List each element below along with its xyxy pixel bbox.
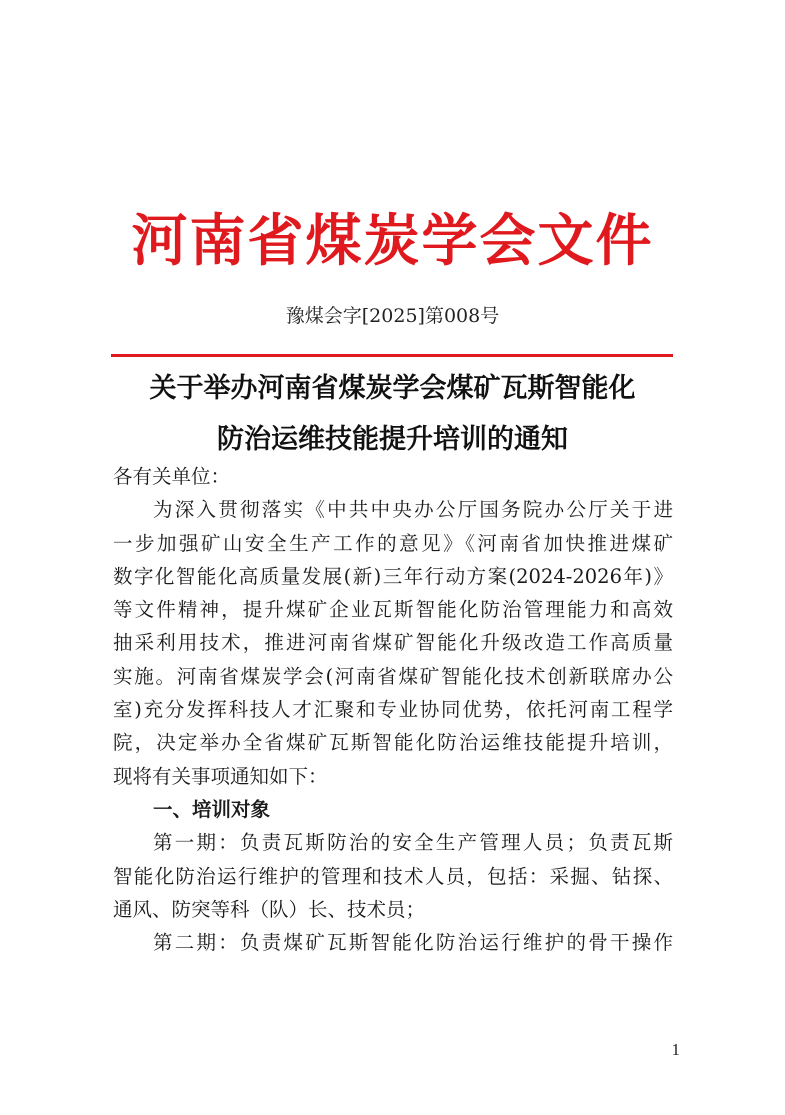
section-line: 智能化防治运行维护的管理和技术人员，包括：采掘、钻探、 <box>113 864 673 888</box>
document-number: 豫煤会字[2025]第008号 <box>285 305 500 327</box>
body-line: 数字化智能化高质量发展(新)三年行动方案(2024-2026年)》 <box>113 564 673 588</box>
body-line: 院，决定举办全省煤矿瓦斯智能化防治运维技能提升培训， <box>113 731 673 755</box>
notice-title-line-2: 防治运维技能提升培训的通知 <box>217 424 568 455</box>
section-line: 通风、防突等科（队）长、技术员； <box>113 897 426 921</box>
salutation: 各有关单位： <box>113 465 231 488</box>
notice-body <box>113 460 673 959</box>
body-line: 等文件精神，提升煤矿企业瓦斯智能化防治管理能力和高效 <box>113 598 673 622</box>
notice-title-line-1: 关于举办河南省煤炭学会煤矿瓦斯智能化 <box>149 373 636 404</box>
body-line: 现将有关事项通知如下： <box>113 764 328 788</box>
body-line: 为深入贯彻落实《中共中央办公厅国务院办公厅关于进 <box>153 498 673 522</box>
section-line: 第二期：负责煤矿瓦斯智能化防治运行维护的骨干操作 <box>153 931 673 955</box>
body-line: 抽采利用技术，推进河南省煤矿智能化升级改造工作高质量 <box>113 631 673 655</box>
body-line: 实施。河南省煤炭学会(河南省煤矿智能化技术创新联席办公 <box>113 664 673 688</box>
page-number: 1 <box>671 1040 680 1059</box>
body-line: 室)充分发挥科技人才汇聚和专业协同优势，依托河南工程学 <box>113 698 673 722</box>
section-line: 第一期：负责瓦斯防治的安全生产管理人员；负责瓦斯 <box>153 831 673 855</box>
red-divider <box>111 354 673 357</box>
section-heading: 一、培训对象 <box>153 797 271 821</box>
body-line: 一步加强矿山安全生产工作的意见》《河南省加快推进煤矿 <box>113 531 673 555</box>
issuer-title: 河南省煤炭学会文件 <box>131 208 654 274</box>
